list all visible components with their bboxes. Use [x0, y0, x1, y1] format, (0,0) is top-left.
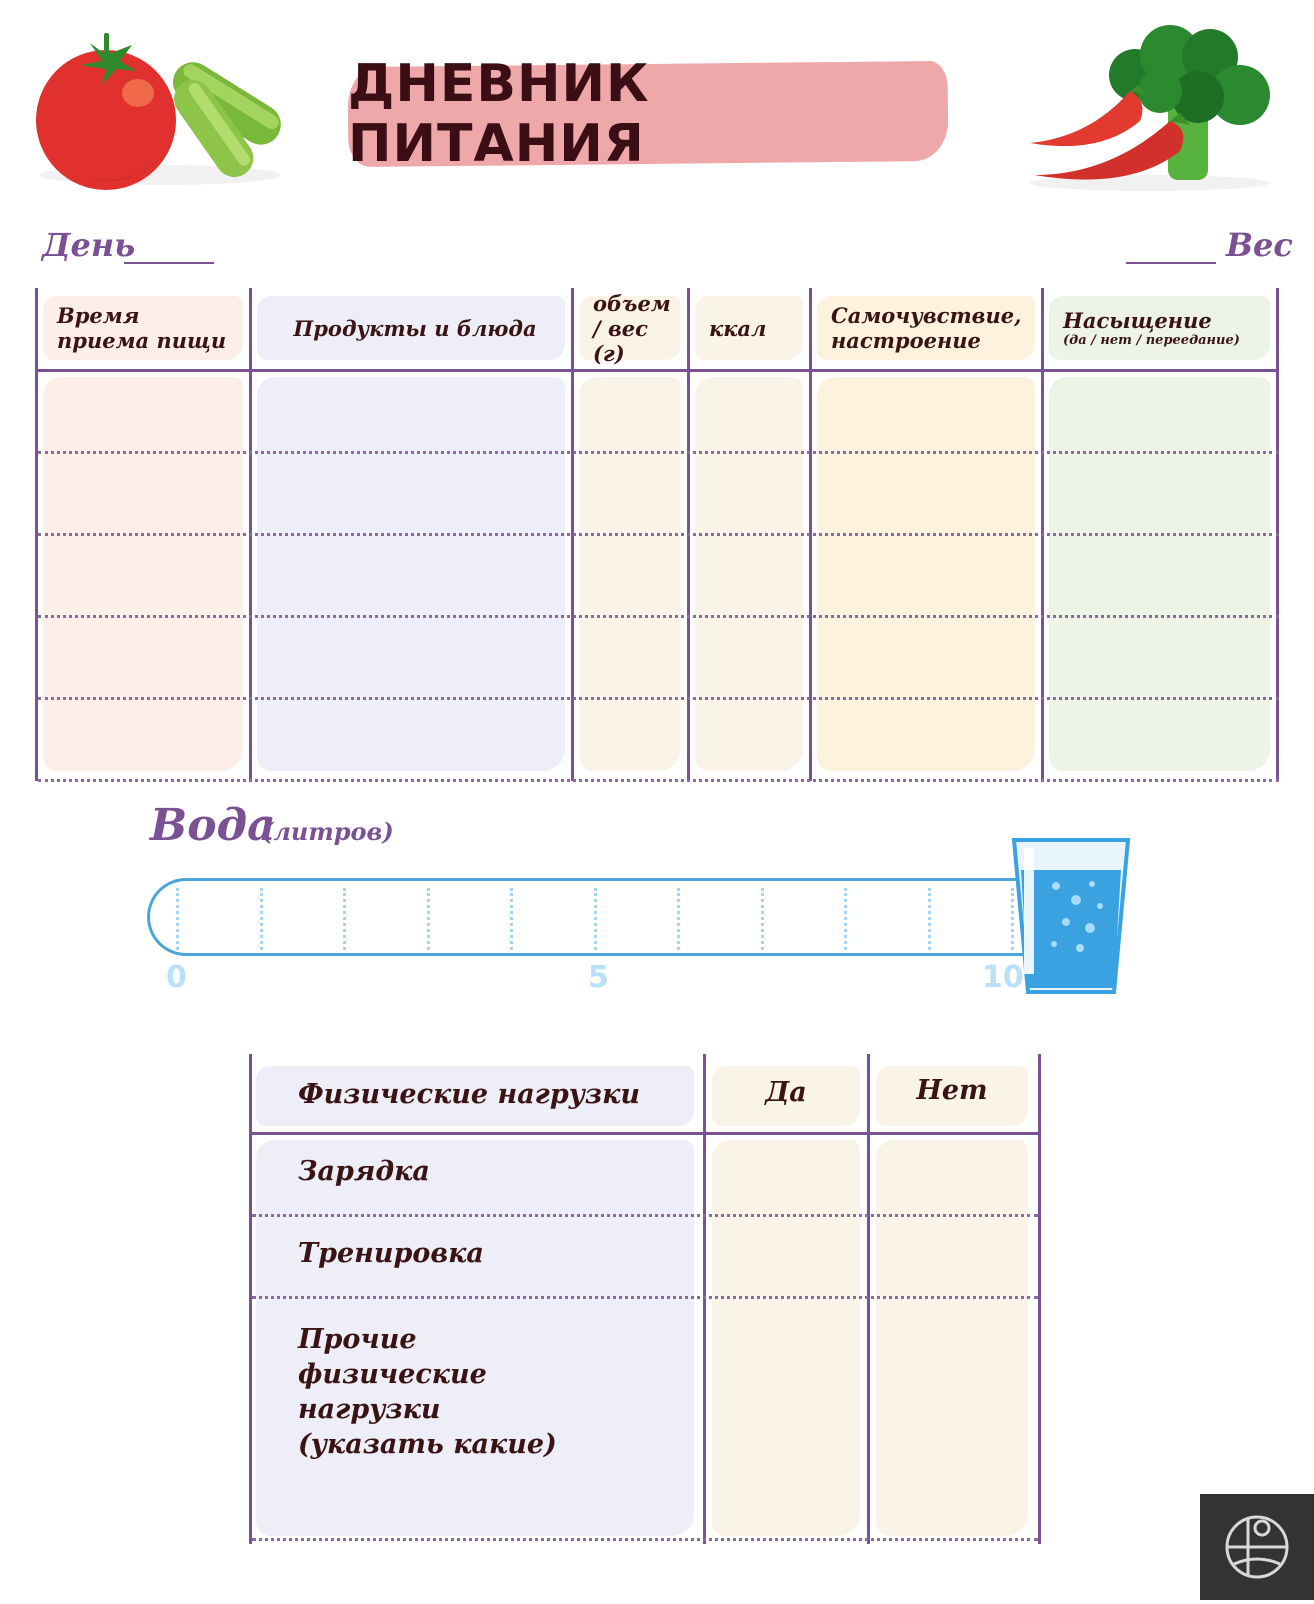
activity-yes-cell-morning-exercise[interactable]	[712, 1140, 860, 1212]
water-scale-10: 10	[982, 960, 1024, 995]
food-cell[interactable]	[257, 701, 565, 775]
activity-row-rule	[252, 1214, 1038, 1217]
food-cell[interactable]	[257, 455, 565, 529]
food-cell[interactable]	[817, 701, 1035, 775]
food-cell[interactable]	[257, 373, 565, 447]
food-header-2	[593, 290, 675, 366]
food-cell[interactable]	[43, 619, 243, 693]
water-tick	[594, 888, 597, 950]
food-row-rule	[38, 533, 1279, 536]
food-cell[interactable]	[579, 455, 681, 529]
food-cell[interactable]	[817, 537, 1035, 611]
food-cell[interactable]	[695, 373, 803, 447]
activity-vline	[703, 1054, 706, 1544]
food-cell[interactable]	[43, 701, 243, 775]
food-cell[interactable]	[579, 619, 681, 693]
food-cell[interactable]	[43, 373, 243, 447]
weight-label: Вес	[1226, 226, 1293, 264]
food-row-rule	[38, 697, 1279, 700]
activity-yes-cell-other[interactable]	[712, 1302, 860, 1534]
activity-no-cell-workout[interactable]	[876, 1220, 1028, 1292]
activity-vline	[867, 1054, 870, 1544]
food-header-4	[831, 296, 1029, 360]
food-cell[interactable]	[817, 455, 1035, 529]
water-unit: (литров)	[262, 817, 394, 846]
food-header-sublabel: (да / нет / переедание)	[1063, 332, 1240, 348]
page-title: ДНЕВНИК ПИТАНИЯ	[348, 54, 650, 174]
water-tick	[260, 888, 263, 950]
activity-header-rule	[249, 1132, 1041, 1135]
water-tick	[761, 888, 764, 950]
food-header-label: Самочувствие, настроение	[831, 303, 1022, 353]
activity-row-morning-exercise: Зарядка	[298, 1156, 430, 1187]
activity-row-other: Прочие физические нагрузки (указать какие)	[298, 1324, 557, 1460]
food-header-label: объем / вес (г)	[593, 290, 671, 366]
food-row-rule	[38, 451, 1279, 454]
food-cell[interactable]	[1049, 537, 1270, 611]
weight-blank	[1126, 262, 1216, 264]
food-cell[interactable]	[257, 537, 565, 611]
food-cell[interactable]	[695, 701, 803, 775]
food-header-1	[271, 296, 559, 360]
food-cell[interactable]	[1049, 455, 1270, 529]
activity-yes-cell-workout[interactable]	[712, 1220, 860, 1292]
activity-vline	[249, 1054, 252, 1544]
water-tick	[844, 888, 847, 950]
food-header-label: ккал	[709, 315, 767, 341]
food-header-5	[1063, 296, 1264, 360]
food-header-label: Время приема пищи	[57, 303, 227, 353]
water-scale-5: 5	[588, 960, 609, 995]
food-header-label: Насыщение	[1063, 307, 1212, 333]
water-tick	[677, 888, 680, 950]
food-cell[interactable]	[1049, 373, 1270, 447]
food-cell[interactable]	[817, 619, 1035, 693]
food-cell[interactable]	[695, 619, 803, 693]
food-cell[interactable]	[579, 537, 681, 611]
tomato-cucumber-illustration	[30, 25, 290, 190]
activity-row-rule	[252, 1538, 1038, 1541]
water-tick	[343, 888, 346, 950]
water-scale-0: 0	[166, 960, 187, 995]
food-row-rule	[38, 779, 1279, 782]
water-tick	[427, 888, 430, 950]
corner-logo	[1200, 1494, 1314, 1600]
food-cell[interactable]	[43, 455, 243, 529]
day-blank	[124, 262, 214, 264]
water-tick	[510, 888, 513, 950]
water-tick	[928, 888, 931, 950]
activity-row-rule	[252, 1296, 1038, 1299]
water-tick	[176, 888, 179, 950]
activity-no-cell-other[interactable]	[876, 1302, 1028, 1534]
food-header-0	[57, 296, 237, 360]
pepper-broccoli-illustration	[1020, 25, 1280, 195]
food-cell[interactable]	[1049, 701, 1270, 775]
activity-row-workout: Тренировка	[298, 1238, 484, 1269]
day-label: День	[42, 226, 136, 264]
activity-no-header: Нет	[916, 1075, 988, 1106]
activity-yes-header: Да	[765, 1077, 807, 1108]
globe-logo-icon	[1200, 1494, 1314, 1600]
food-cell[interactable]	[257, 619, 565, 693]
food-header-rule	[35, 369, 1279, 372]
food-cell[interactable]	[695, 537, 803, 611]
food-header-label: Продукты и блюда	[293, 315, 537, 341]
food-row-rule	[38, 615, 1279, 618]
food-cell[interactable]	[43, 537, 243, 611]
activity-vline	[1038, 1054, 1041, 1544]
food-cell[interactable]	[579, 701, 681, 775]
activity-header-label: Физические нагрузки	[298, 1079, 641, 1110]
food-cell[interactable]	[1049, 619, 1270, 693]
food-cell[interactable]	[817, 373, 1035, 447]
food-cell[interactable]	[695, 455, 803, 529]
water-glass-icon	[1010, 836, 1134, 996]
food-header-3	[709, 296, 797, 360]
food-cell[interactable]	[579, 373, 681, 447]
activity-no-cell-morning-exercise[interactable]	[876, 1140, 1028, 1212]
water-progress-bar[interactable]	[147, 878, 1025, 956]
water-title: Вода	[150, 800, 276, 851]
